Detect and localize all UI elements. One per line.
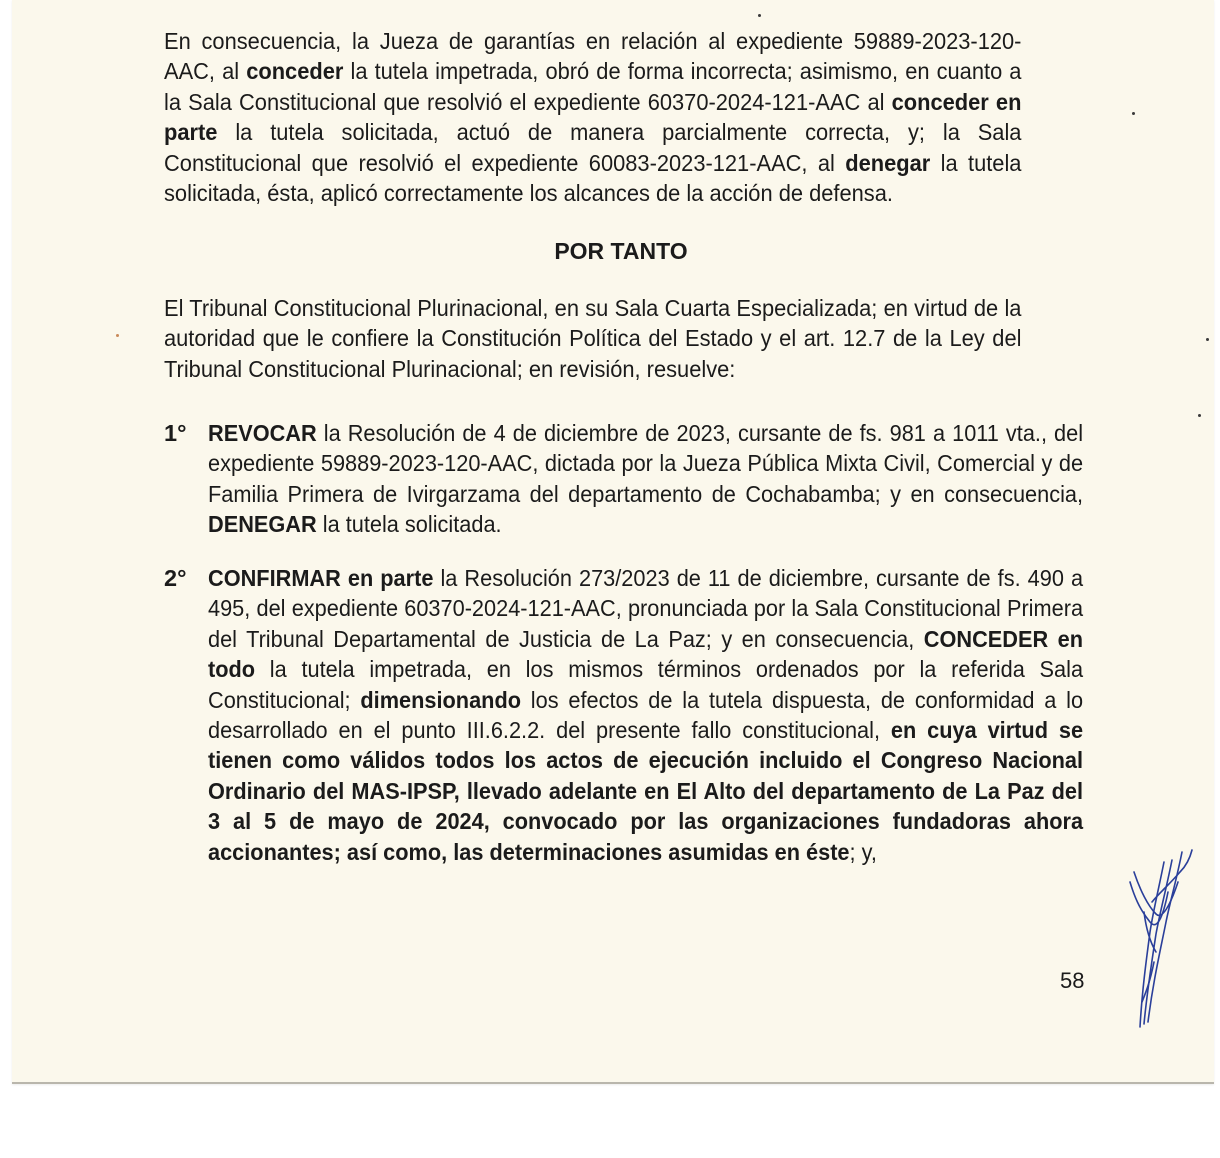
text-run: la Resolución 273/2023 de 11 de diciembre, cursante de fs. 490 a 495, del expediente 60370-2024-121-AAC, pronunciada por la Sala Constitucional Primera del Tribunal Departamental de Justicia de La Paz; y en consecuencia, — [208, 565, 1084, 652]
bold-run: conceder en parte — [164, 88, 1022, 146]
text-run: la tutela solicitada, actuó de manera parcialmente correcta, y; la Sala Constitucional que resolvió el expediente 60083-2023-121-AAC, al — [164, 119, 1022, 176]
item-number: 1° — [164, 420, 187, 446]
signature-icon — [1120, 842, 1196, 1032]
bold-run: DENEGAR — [208, 511, 317, 538]
bold-run: en cuya virtud se tienen como válidos todos los actos de ejecución incluido el Congreso Nacional Ordinario del MAS-IPSP, llevado adelante en El Alto del departamento de La Paz del 3 al 5 de mayo de 2024, convocado por las organizaciones fundadoras ahora accionantes; así como, las determinaciones asumidas en éste — [208, 717, 1084, 865]
scan-speck — [116, 334, 119, 337]
page-number: 58 — [1060, 968, 1085, 993]
text-run: la tutela solicitada, ésta, aplicó correctamente los alcances de la acción de defensa. — [164, 149, 1022, 207]
bold-run: CONCEDER en todo — [208, 625, 1084, 683]
scan-speck — [1132, 112, 1135, 115]
paragraph-resolution-intro: El Tribunal Constitucional Plurinacional, en su Sala Cuarta Especializada; en virtud de la autoridad que le confiere la Constitución Política del Estado y el art. 12.7 de la Ley del Tribunal Constitucional Plurinacional; en revisión, resuelve: — [164, 295, 1022, 382]
text-run: los efectos de la tutela dispuesta, de conformidad a lo desarrollado en el punto III.6.2.2. del presente fallo constitucional, — [208, 686, 1084, 744]
item-number: 2° — [164, 565, 187, 591]
item-body — [208, 418, 1083, 540]
text-run: En consecuencia, la Jueza de garantías en relación al expediente 59889-2023-120-AAC, al — [164, 28, 1022, 85]
section-heading: POR TANTO — [554, 238, 688, 264]
item-body — [208, 563, 1083, 867]
text-run: ; y, — [849, 838, 877, 865]
bold-run: denegar — [845, 149, 931, 176]
document-page — [12, 0, 1214, 1084]
bold-run: CONFIRMAR en parte — [208, 565, 434, 591]
scan-speck — [1206, 338, 1209, 341]
bold-run: dimensionando — [360, 686, 522, 713]
text-run: la tutela impetrada, en los mismos términos ordenados por la referida Sala Constitucional; — [208, 656, 1084, 713]
bold-run: REVOCAR — [208, 420, 317, 446]
paragraph-conclusion — [164, 26, 1021, 208]
text-run: la tutela solicitada. — [316, 511, 502, 538]
scan-speck — [1198, 414, 1201, 417]
text-run: la Resolución de 4 de diciembre de 2023, cursante de fs. 981 a 1011 vta., del expediente 59889-2023-120-AAC, dictada por la Jueza Pública Mixta Civil, Comercial y de Familia Primera de Ivirgarzama del departamento de Cochabamba; y en consecuencia, — [208, 420, 1084, 507]
bold-run: conceder — [246, 58, 344, 85]
text-run: la tutela impetrada, obró de forma incorrecta; asimismo, en cuanto a la Sala Constitucional que resolvió el expediente 60370-2024-121-AAC al — [164, 58, 1022, 115]
scan-speck — [758, 14, 761, 17]
